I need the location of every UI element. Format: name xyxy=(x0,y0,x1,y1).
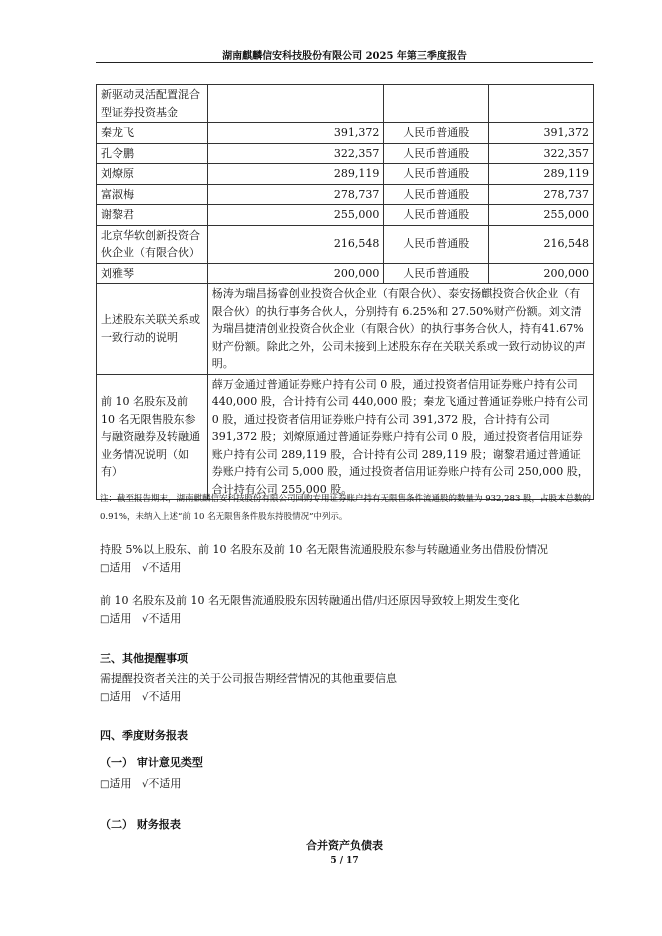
holder-name: 富淑梅 xyxy=(97,184,208,205)
table-row xyxy=(97,143,594,164)
applicable-label: 适用 xyxy=(109,777,132,790)
table-row xyxy=(97,164,594,185)
share-quantity: 200,000 xyxy=(489,263,594,284)
share-type: 人民币普通股 xyxy=(384,123,489,144)
share-quantity xyxy=(489,85,594,123)
audit-opinion-heading: （一） 审计意见类型 xyxy=(100,756,203,769)
share-quantity: 391,372 xyxy=(489,123,594,144)
audit-options xyxy=(100,775,181,794)
lending-section xyxy=(100,541,548,578)
margin-trading-row xyxy=(97,374,594,500)
holding-quantity: 216,548 xyxy=(207,225,384,263)
table-row xyxy=(97,263,594,284)
check-icon: √ xyxy=(141,779,149,790)
holding-quantity: 289,119 xyxy=(207,164,384,185)
table-row xyxy=(97,205,594,226)
change-title: 前 10 名股东及前 10 名无限售流通股股东因转融通出借/归还原因导致较上期发生变化 xyxy=(100,594,520,607)
applicable-label: 适用 xyxy=(109,612,132,625)
holding-quantity xyxy=(207,85,384,123)
share-type xyxy=(384,85,489,123)
not-applicable-label: 不适用 xyxy=(148,561,182,574)
related-party-label: 上述股东关联关系或一致行动的说明 xyxy=(97,284,208,375)
check-icon: √ xyxy=(141,563,149,574)
not-applicable-label: 不适用 xyxy=(148,690,182,703)
table-row xyxy=(97,225,594,263)
shareholder-table xyxy=(96,84,594,500)
share-type: 人民币普通股 xyxy=(384,263,489,284)
holder-name: 刘燎原 xyxy=(97,164,208,185)
share-quantity: 322,357 xyxy=(489,143,594,164)
holder-name: 刘雅琴 xyxy=(97,263,208,284)
holder-name: 秦龙飞 xyxy=(97,123,208,144)
change-section xyxy=(100,592,520,629)
page-header: 湖南麒麟信安科技股份有限公司 2025 年第三季度报告 xyxy=(222,51,467,62)
other-options xyxy=(100,688,397,707)
holder-name: 北京华软创新投资合伙企业（有限合伙） xyxy=(97,225,208,263)
unchecked-box-icon: □ xyxy=(100,614,110,625)
lending-title: 持股 5%以上股东、前 10 名股东及前 10 名无限售流通股股东参与转融通业务出借股份情况 xyxy=(100,543,548,556)
not-applicable-label: 不适用 xyxy=(148,612,182,625)
margin-trading-text: 薛万金通过普通证券账户持有公司 0 股，通过投资者信用证券账户持有公司 440,000 股，合计持有公司 440,000 股；秦龙飞通过普通证券账户持有公司 0 股，通过投资者信用证券账户持有公司 391,372 股，合计持有公司391,372 股；刘燎原通过普通证券账户持有公司 0 股，通过投资者信用证券账户持有公司 289,119 股，合计持有公司 289,119 股；谢黎君通过普通证券账户持有公司 5,000 股，通过投资者信用证券账户持有公司 250,000 股，合计持有公司 255,000 股。 xyxy=(207,374,593,500)
margin-trading-label: 前 10 名股东及前 10 名无限售股东参与融资融券及转融通业务情况说明（如有） xyxy=(97,374,208,500)
share-quantity: 255,000 xyxy=(489,205,594,226)
holding-quantity: 322,357 xyxy=(207,143,384,164)
balance-sheet-title: 合并资产负债表 xyxy=(306,839,383,852)
share-quantity: 278,737 xyxy=(489,184,594,205)
unchecked-box-icon: □ xyxy=(100,692,110,703)
share-quantity: 289,119 xyxy=(489,164,594,185)
related-party-row xyxy=(97,284,594,375)
holding-quantity: 391,372 xyxy=(207,123,384,144)
related-party-text: 杨涛为瑞昌扬睿创业投资合伙企业（有限合伙）、泰安扬麒投资合伙企业（有限合伙）的执行事务合伙人，分别持有 6.25%和 27.50%财产份额。刘文清为瑞昌捷清创业投资合伙企业（有限合伙）的执行事务合伙人，持有41.67%财产份额。除此之外，公司未接到上述股东存在关联关系或一致行动协议的声明。 xyxy=(207,284,593,375)
holder-name: 新驱动灵活配置混合型证券投资基金 xyxy=(97,85,208,123)
statements-subheading: （二） 财务报表 xyxy=(100,818,181,831)
lending-options xyxy=(100,559,548,578)
table-row xyxy=(97,184,594,205)
share-type: 人民币普通股 xyxy=(384,205,489,226)
financial-statements-heading: 四、季度财务报表 xyxy=(100,729,188,742)
share-type: 人民币普通股 xyxy=(384,143,489,164)
not-applicable-label: 不适用 xyxy=(148,777,182,790)
holder-name: 谢黎君 xyxy=(97,205,208,226)
change-options xyxy=(100,610,520,629)
table-row xyxy=(97,123,594,144)
share-type: 人民币普通股 xyxy=(384,225,489,263)
table-row xyxy=(97,85,594,123)
page-number: 5 / 17 xyxy=(330,856,359,866)
holding-quantity: 200,000 xyxy=(207,263,384,284)
share-quantity: 216,548 xyxy=(489,225,594,263)
holding-quantity: 255,000 xyxy=(207,205,384,226)
check-icon: √ xyxy=(141,614,149,625)
holder-name: 孔令鹏 xyxy=(97,143,208,164)
check-icon: √ xyxy=(141,692,149,703)
holding-quantity: 278,737 xyxy=(207,184,384,205)
share-type: 人民币普通股 xyxy=(384,184,489,205)
other-reminders-text: 需提醒投资者关注的关于公司报告期经营情况的其他重要信息 xyxy=(100,672,397,685)
other-reminders-section xyxy=(100,670,397,707)
applicable-label: 适用 xyxy=(109,690,132,703)
share-type: 人民币普通股 xyxy=(384,164,489,185)
header-divider xyxy=(96,62,593,63)
unchecked-box-icon: □ xyxy=(100,779,110,790)
table-note: 注：截至报告期末，湖南麒麟信安科技股份有限公司回购专用证券账户持有无限售条件流通股的数量为 932,283 股，占股本总数的 0.91%，未纳入上述“前 10 名无限售条件股东持股情况”中列示。 xyxy=(100,494,592,522)
unchecked-box-icon: □ xyxy=(100,563,110,574)
applicable-label: 适用 xyxy=(109,561,132,574)
other-reminders-heading: 三、其他提醒事项 xyxy=(100,652,188,665)
